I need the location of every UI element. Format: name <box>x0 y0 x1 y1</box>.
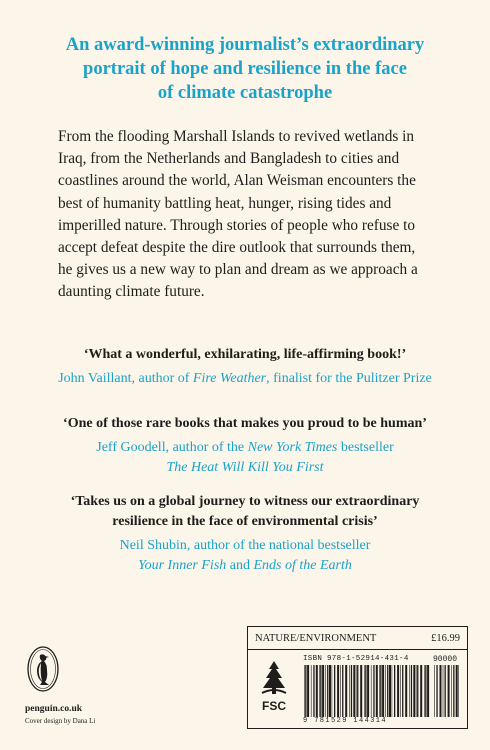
barcode-bar <box>411 665 412 717</box>
barcode-bar <box>311 665 312 717</box>
barcode-bar <box>364 665 365 717</box>
barcode-bar <box>453 665 454 717</box>
blurb-line: imperilled nature. Through stories of people who refuse to <box>58 216 415 234</box>
barcode-bar <box>434 665 435 717</box>
headline-line: An award-winning journalist’s extraordinary <box>65 35 425 55</box>
category-label: NATURE/ENVIRONMENT <box>255 632 377 644</box>
barcode-bar <box>394 665 395 717</box>
fsc-label: FSC <box>262 699 286 713</box>
barcode-bar <box>345 665 347 717</box>
barcode-bar <box>416 665 417 717</box>
attr-suffix: , finalist for the Pulitzer Prize <box>266 371 432 386</box>
barcode-bar <box>357 665 358 717</box>
barcode-bar <box>351 665 352 717</box>
barcode-bar <box>325 665 326 717</box>
quote-vaillant <box>25 345 465 389</box>
quote-attribution: Neil Shubin, author of the national bestseller <box>119 538 371 553</box>
barcode-bar <box>329 665 331 717</box>
barcode-bar <box>424 665 425 717</box>
quote-text: ‘One of those rare books that makes you proud to be human’ <box>63 416 427 431</box>
attr-book-title: Your Inner Fish <box>138 558 227 573</box>
barcode-bar <box>427 665 429 717</box>
barcode-bar <box>413 665 415 717</box>
attr-book-title: The Heat Will Kill You First <box>166 460 324 475</box>
barcode-bar <box>440 665 442 717</box>
barcode-icon <box>303 665 431 717</box>
blurb-line: accept defeat despite the dire outlook that surrounds them, <box>58 239 416 257</box>
attr-book-title: Ends of the Earth <box>253 558 352 573</box>
barcode-bar <box>425 665 426 717</box>
barcode-bar <box>349 665 350 717</box>
barcode-bar <box>445 665 446 717</box>
isbn-label: ISBN 978-1-52914-431-4 <box>303 655 409 663</box>
blurb-line: daunting climate future. <box>58 283 205 301</box>
barcode-bar <box>337 665 339 717</box>
barcode-bar <box>392 665 393 717</box>
blurb-line: coastlines around the world, Alan Weisman encounters the <box>58 172 416 190</box>
blurb-line: best of humanity battling heat, hunger, rising tides and <box>58 194 392 212</box>
blurb-line: he gives us a new way to plan and dream as we approach a <box>58 261 418 279</box>
barcode-bar <box>389 665 391 717</box>
headline-line: of climate catastrophe <box>157 83 333 103</box>
quote-text: ‘What a wonderful, exhilarating, life-affirming book!’ <box>83 347 407 362</box>
barcode-bar <box>319 665 320 717</box>
quote-goodell <box>25 414 465 478</box>
penguin-logo-icon <box>27 646 59 692</box>
attr-author: Jeff Goodell, author of the <box>96 440 248 455</box>
attr-book-title: Fire Weather <box>192 371 267 386</box>
publisher-website: penguin.co.uk <box>25 704 83 714</box>
barcode-bar <box>373 665 374 717</box>
barcode-bar <box>402 665 403 717</box>
barcode-bar <box>379 665 380 717</box>
barcode-bar <box>313 665 314 717</box>
attr-joiner: and <box>226 558 254 573</box>
quote-text-line: ‘Takes us on a global journey to witness our extraordinary <box>70 494 420 509</box>
addon-number: 90000 <box>433 655 458 664</box>
blurb <box>58 126 436 304</box>
barcode-bar <box>443 665 444 717</box>
barcode-bar <box>448 665 450 717</box>
barcode-bar <box>307 665 309 717</box>
isbn-digits: 9 781529 144314 <box>303 717 388 725</box>
quote-attribution <box>25 438 465 458</box>
barcode-bar <box>334 665 335 717</box>
barcode-bar <box>353 665 355 717</box>
price-label: £16.99 <box>431 632 460 644</box>
quote-attribution-line2 <box>25 556 465 576</box>
barcode-bar <box>340 665 341 717</box>
headline-line: portrait of hope and resilience in the face <box>83 59 407 79</box>
barcode-box <box>247 626 468 729</box>
addon-barcode-icon <box>433 665 461 717</box>
barcode-bar <box>304 665 305 717</box>
barcode-bar <box>342 665 343 717</box>
attr-suffix: bestseller <box>337 440 394 455</box>
barcode-bar <box>327 665 328 717</box>
barcode-bar <box>356 665 357 717</box>
barcode-bar <box>380 665 381 717</box>
cover-design-credit: Cover design by Dana Li <box>25 717 96 725</box>
barcode-bar <box>385 665 386 717</box>
blurb-line: Iraq, from the Netherlands and Bangladesh to cities and <box>58 150 400 168</box>
quote-attribution-line2 <box>25 458 465 478</box>
barcode-bar <box>400 665 401 717</box>
barcode-bar <box>451 665 452 717</box>
attr-author: John Vaillant, author of <box>58 371 193 386</box>
category-price-row <box>248 627 467 650</box>
barcode-bar <box>367 665 369 717</box>
barcode-bar <box>397 665 399 717</box>
barcode-bar <box>376 665 378 717</box>
barcode-bar <box>417 665 418 717</box>
attr-publication: New York Times <box>247 440 338 455</box>
headline <box>40 33 450 105</box>
barcode-bar <box>456 665 458 717</box>
barcode-bar <box>305 665 306 717</box>
barcode-bar <box>332 665 333 717</box>
barcode-bar <box>405 665 407 717</box>
blurb-line: From the flooding Marshall Islands to revived wetlands in <box>58 128 415 145</box>
barcode-bar <box>420 665 422 717</box>
barcode-bar <box>322 665 324 717</box>
barcode-bar <box>371 665 372 717</box>
quote-text-line: resilience in the face of environmental crisis’ <box>112 514 378 529</box>
quote-shubin <box>25 492 465 576</box>
barcode-bar <box>360 665 362 717</box>
barcode-bar <box>365 665 366 717</box>
barcode-bar <box>382 665 384 717</box>
barcode-bar <box>320 665 321 717</box>
barcode-bar <box>387 665 388 717</box>
barcode-bar <box>458 665 459 717</box>
barcode-bar <box>316 665 318 717</box>
barcode-bar <box>436 665 437 717</box>
barcode-bar <box>409 665 410 717</box>
quote-attribution <box>25 369 465 389</box>
